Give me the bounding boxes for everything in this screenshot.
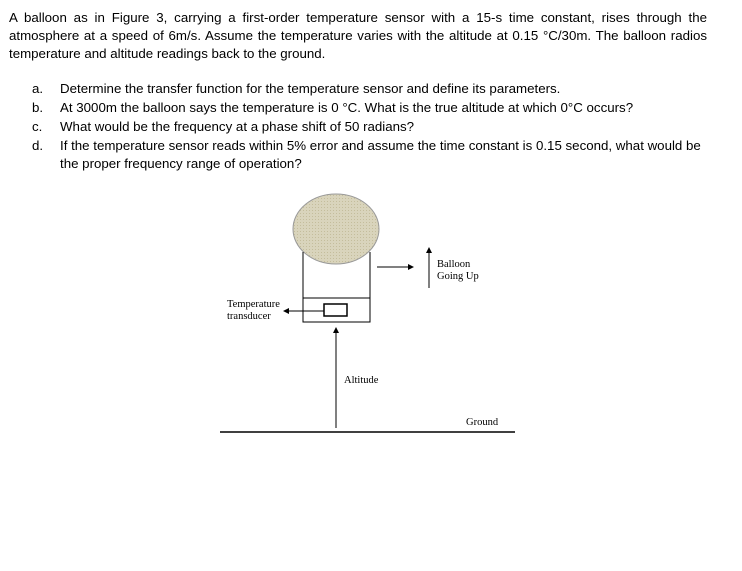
transducer-label: Temperature — [227, 299, 280, 310]
sensor-square — [324, 304, 347, 316]
question-marker: d. — [32, 138, 44, 153]
altitude-label: Altitude — [344, 375, 379, 386]
transducer-label: transducer — [227, 311, 271, 322]
problem-intro: A balloon as in Figure 3, carrying a first-order temperature sensor with a 15-s time constant, rises through the atmosphere at a speed of 6m/s. Assume the temperature varies with the altitude at 0.15 °C/30m. The balloon radios temperature and altitude readings back to the ground. — [9, 10, 707, 61]
balloon-label: Going Up — [437, 271, 479, 282]
question-text: What would be the frequency at a phase shift of 50 radians? — [60, 119, 415, 134]
question-text: If the temperature sensor reads within 5% error and assume the time constant is 0.15 second, what would be the proper frequency range of operation? — [60, 138, 701, 171]
question-marker: a. — [32, 81, 44, 96]
ground-label: Ground — [466, 417, 499, 428]
balloon — [293, 194, 379, 264]
question-marker: b. — [32, 100, 44, 115]
balloon-label: Balloon — [437, 259, 471, 270]
question-text: At 3000m the balloon says the temperature is 0 °C. What is the true altitude at which 0°C occurs? — [60, 100, 634, 115]
question-text: Determine the transfer function for the temperature sensor and define its parameters. — [60, 81, 561, 96]
question-marker: c. — [32, 119, 43, 134]
